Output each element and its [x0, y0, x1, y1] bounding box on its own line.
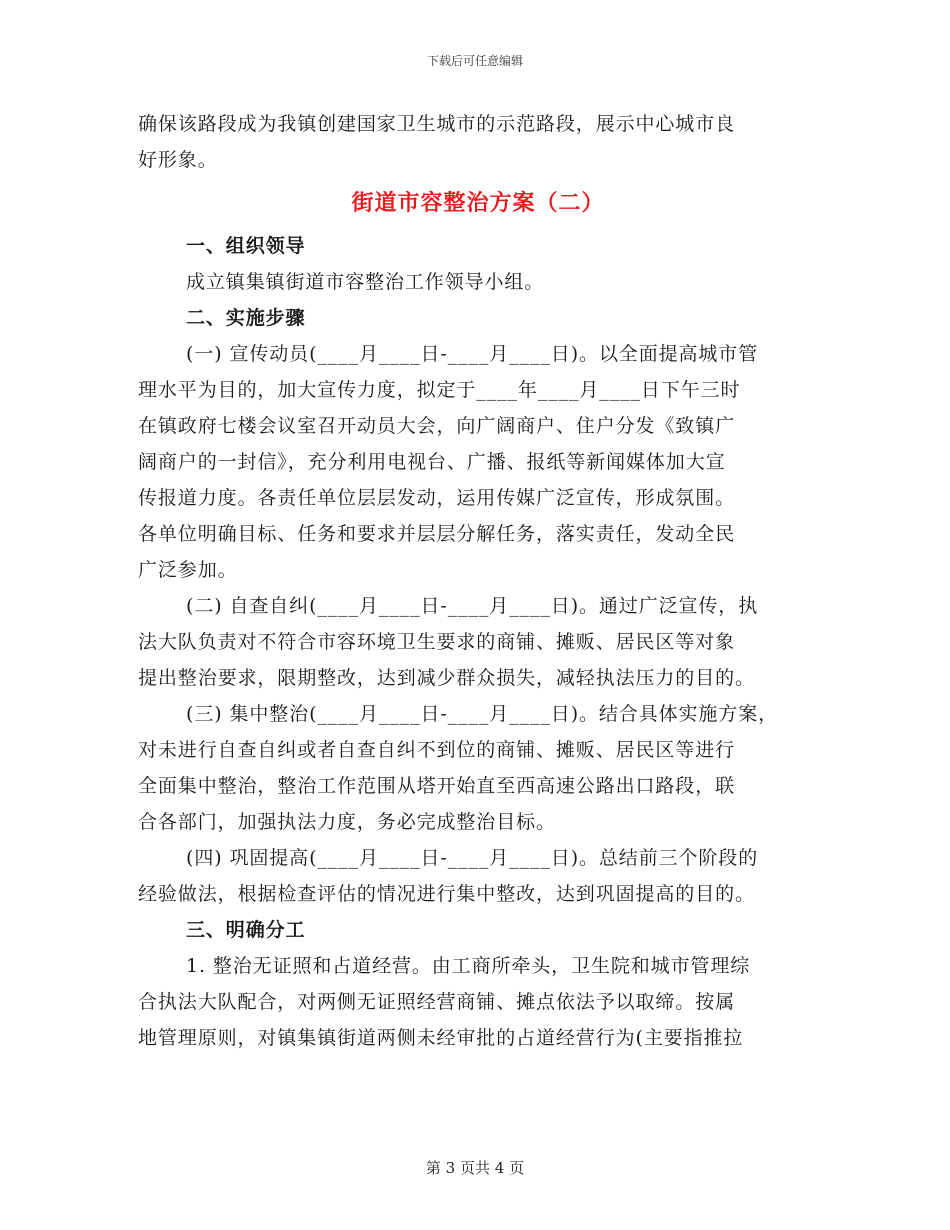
step-1-line: 各单位明确目标、任务和要求并层层分解任务，落实责任，发动全民: [138, 523, 736, 545]
intro-line-1: 确保该路段成为我镇创建国家卫生城市的示范路段，展示中心城市良: [138, 113, 736, 135]
step-1-line: 传报道力度。各责任单位层层发动，运用传媒广泛宣传，形成氛围。: [138, 487, 736, 509]
item-1-line: 1. 整治无证照和占道经营。由工商所牵头，卫生院和城市管理综: [186, 955, 751, 977]
step-3-line: 合各部门，加强执法力度，务必完成整治目标。: [138, 811, 556, 833]
section-heading-1: 一、组织领导: [186, 235, 306, 257]
item-1-line: 合执法大队配合，对两侧无证照经营商铺、摊点依法予以取缔。按属: [138, 991, 736, 1013]
step-4-line: 经验做法，根据检查评估的情况进行集中整改，达到巩固提高的目的。: [138, 883, 755, 905]
step-1-line: 在镇政府七楼会议室召开动员大会，向广阔商户、住户分发《致镇广: [138, 415, 736, 437]
step-1-line: 阔商户的一封信》，充分利用电视台、广播、报纸等新闻媒体加大宣: [138, 451, 726, 473]
section-heading-3: 三、明确分工: [186, 919, 306, 941]
document-title: 街道市容整治方案（二）: [351, 190, 605, 216]
step-1-line: 广泛参加。: [138, 559, 238, 581]
document-body: [138, 106, 818, 1056]
header-note: 下载后可任意编辑: [426, 54, 523, 68]
section-heading-2: 二、实施步骤: [186, 307, 306, 329]
step-4-line: (四) 巩固提高(____月____日-____月____日)。总结前三个阶段的: [186, 847, 759, 869]
step-2-line: (二) 自查自纠(____月____日-____月____日)。通过广泛宣传，执: [186, 595, 759, 617]
step-3-line: (三) 集中整治(____月____日-____月____日)。结合具体实施方案，: [186, 703, 779, 725]
step-3-line: 对未进行自查自纠或者自查自纠不到位的商铺、摊贩、居民区等进行: [138, 739, 736, 761]
item-1-line: 地管理原则，对镇集镇街道两侧未经审批的占道经营行为(主要指推拉: [138, 1027, 744, 1049]
step-1-line: (一) 宣传动员(____月____日-____月____日)。以全面提高城市管: [186, 343, 759, 365]
page-number: 第 3 页共 4 页: [425, 1159, 525, 1177]
step-3-line: 全面集中整治，整治工作范围从塔开始直至西高速公路出口路段，联: [138, 775, 736, 797]
section-1-line: 成立镇集镇街道市容整治工作领导小组。: [186, 271, 545, 293]
step-2-line: 法大队负责对不符合市容环境卫生要求的商铺、摊贩、居民区等对象: [138, 631, 736, 653]
step-2-line: 提出整治要求，限期整改，达到减少群众损失，减轻执法压力的目的。: [138, 667, 755, 689]
intro-line-2: 好形象。: [138, 149, 218, 171]
step-1-line: 理水平为目的，加大宣传力度，拟定于____年____月____日下午三时: [138, 379, 741, 401]
